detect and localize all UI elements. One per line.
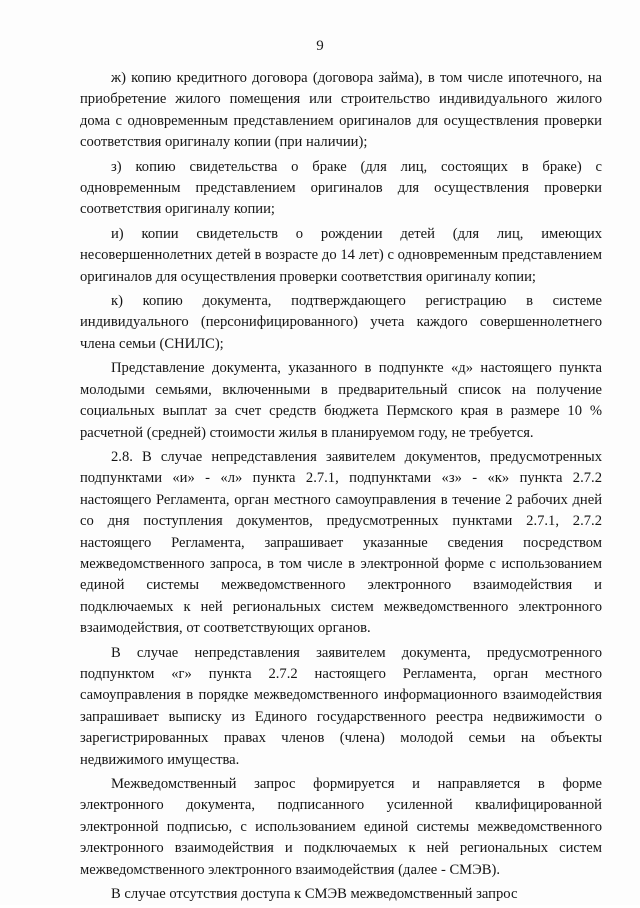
paragraph-zh: ж) копию кредитного договора (договора займа), в том числе ипотечного, на приобретение жилого помещения или строительство индивидуального жилого дома с одновременным представлением оригиналов для осуществления проверки соответствия оригиналу копии (при наличии); xyxy=(80,70,602,151)
page-number: 9 xyxy=(316,38,324,54)
paragraph-note: Представление документа, указанного в подпункте «д» настоящего пункта молодыми семьями, включенными в предварительный список на получение социальных выплат за счет средств бюджета Пермского края в размере 10 % расчетной (средней) стоимости жилья в планируемом году, не требуется. xyxy=(80,360,602,441)
paragraph-z: з) копию свидетельства о браке (для лиц, состоящих в браке) с одновременным представлением оригиналов для осуществления проверки соответствия оригиналу копии; xyxy=(80,158,602,218)
paragraph-k: к) копию документа, подтверждающего регистрацию в системе индивидуального (персонифицированного) учета каждого совершеннолетнего члена семьи (СНИЛС); xyxy=(80,293,602,352)
document-body xyxy=(80,68,602,908)
paragraph-i: и) копии свидетельств о рождении детей (для лиц, имеющих несовершеннолетних детей в возрасте до 14 лет) с одновременным представлением оригиналов для осуществления проверки соответствия оригиналу копии; xyxy=(80,225,602,285)
paragraph-egrn-request: В случае непредставления заявителем документа, предусмотренного подпунктом «г» пункта 2.7.2 настоящего Регламента, орган местного самоуправления в порядке межведомственного информационного взаимодействия запрашивает выписку из Единого государственного реестра недвижимости о зарегистрированных правах членов (члена) молодой семьи на объекты недвижимого имущества. xyxy=(80,644,602,768)
paragraph-2-8: 2.8. В случае непредставления заявителем документов, предусмотренных подпунктами «и» - «л» пункта 2.7.1, подпунктами «з» - «к» пункта 2.7.2 настоящего Регламента, орган местного самоуправления в течение 2 рабочих дней со дня поступления документов, предусмотренных пунктами 2.7.1, 2.7.2 настоящего Регламента, запрашивает указанные сведения посредством межведомственного запроса, в том числе в электронной форме с использованием единой системы межведомственного электронного взаимодействия и подключаемых к ней региональных систем межведомственного электронного взаимодействия, от соответствующих органов. xyxy=(80,448,602,637)
paragraph-no-smev-access: В случае отсутствия доступа к СМЭВ межведомственный запрос xyxy=(111,886,518,903)
paragraph-smev: Межведомственный запрос формируется и направляется в форме электронного документа, подписанного усиленной квалифицированной электронной подписью, с использованием единой системы межведомственного электронного взаимодействия и подключаемых к ней региональных систем межведомственного электронного взаимодействия (далее - СМЭВ). xyxy=(80,776,602,878)
